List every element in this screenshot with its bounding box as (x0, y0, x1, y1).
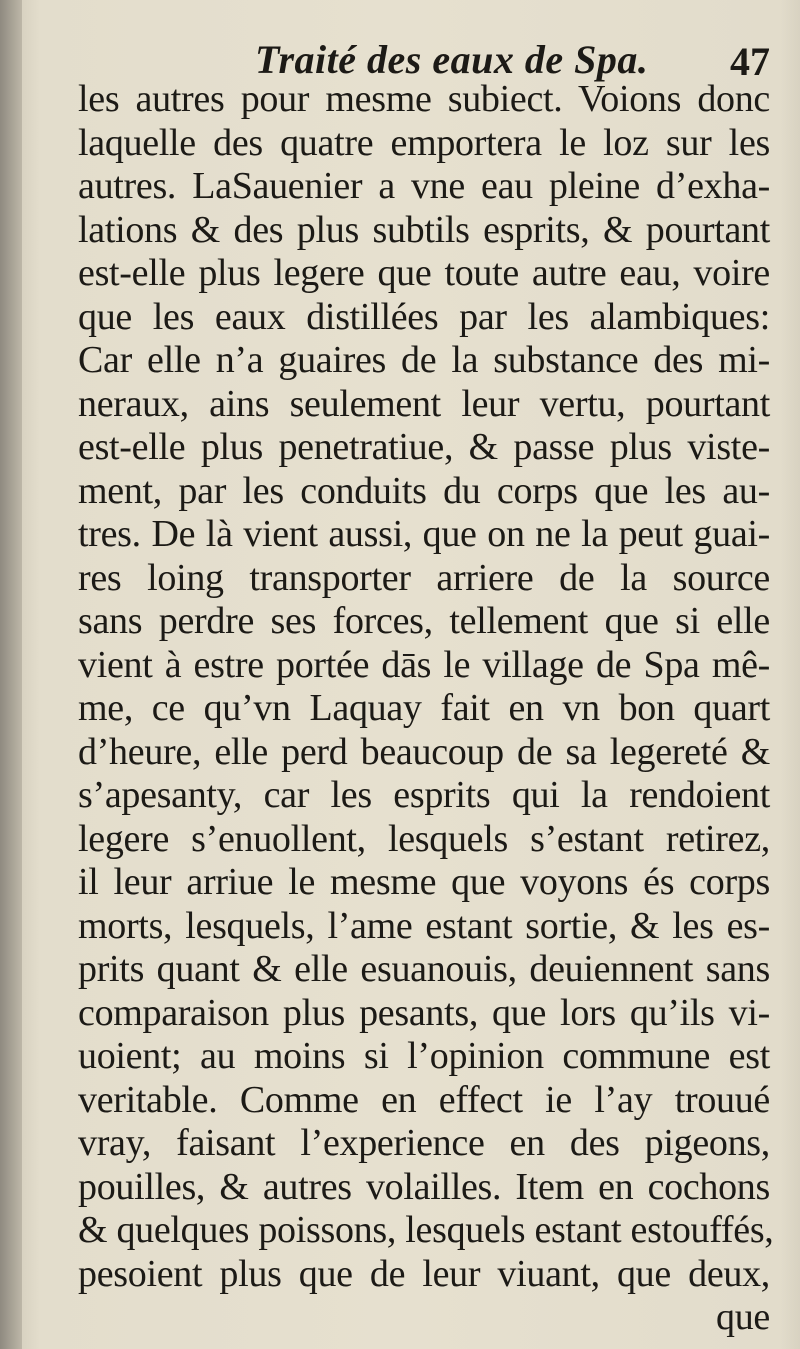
text-line: me, ce qu’vn Laquay fait en vn bon quart (78, 687, 770, 729)
text-line: & quelques poissons, lesquels estant estouffés, (78, 1209, 774, 1251)
text-line: veritable. Comme en effect ie l’ay trouué (78, 1078, 770, 1121)
text-line: tres. De là vient aussi, que on ne la peut guai- (78, 513, 770, 555)
text-line: est-elle plus penetratiue, & passe plus viste- (78, 426, 770, 468)
text-line: laquelle des quatre emportera le loz sur les (78, 121, 770, 164)
text-line: morts, lesquels, l’ame estant sortie, & les es- (78, 904, 770, 947)
text-line: vray, faisant l’experience en des pigeons, (78, 1122, 770, 1164)
text-line: sans perdre ses forces, tellement que si elle (78, 600, 770, 642)
text-line: les autres pour mesme subiect. Voions donc (78, 78, 770, 120)
catchword: que (716, 1296, 770, 1338)
text-line: s’apesanty, car les esprits qui la rendoient (78, 774, 770, 816)
text-line: ment, par les conduits du corps que les au- (78, 469, 770, 512)
text-line: uoient; au moins si l’opinion commune est (78, 1035, 770, 1077)
text-line: lations & des plus subtils esprits, & pourtant (78, 208, 770, 251)
text-line: neraux, ains seulement leur vertu, pourtant (78, 382, 770, 425)
page-number: 47 (730, 39, 770, 84)
running-title: Traité des eaux de Spa. (255, 37, 649, 82)
book-binding-edge (0, 0, 22, 1349)
text-line: res loing transporter arriere de la source (78, 556, 770, 599)
text-line: est-elle plus legere que toute autre eau, voire (78, 252, 770, 294)
text-line: autres. LaSauenier a vne eau pleine d’exha- (78, 165, 770, 207)
text-line: que les eaux distillées par les alambiques: (78, 295, 770, 338)
text-line: prits quant & elle esuanouis, deuiennent sans (78, 948, 770, 990)
text-line: legere s’enuollent, lesquels s’estant retirez, (78, 817, 770, 860)
body-text (78, 78, 774, 1340)
text-line: pouilles, & autres volailles. Item en cochons (78, 1165, 770, 1208)
text-line: vient à estre portée dās le village de Spa mê- (78, 643, 770, 686)
text-line: d’heure, elle perd beaucoup de sa legereté & (78, 730, 770, 773)
text-line: comparaison plus pesants, que lors qu’ils vi- (78, 991, 770, 1034)
text-line: pesoient plus que de leur viuant, que deux, (78, 1252, 770, 1295)
text-line: Car elle n’a guaires de la substance des mi- (78, 339, 770, 381)
text-line: il leur arriue le mesme que voyons és corps (78, 861, 770, 903)
